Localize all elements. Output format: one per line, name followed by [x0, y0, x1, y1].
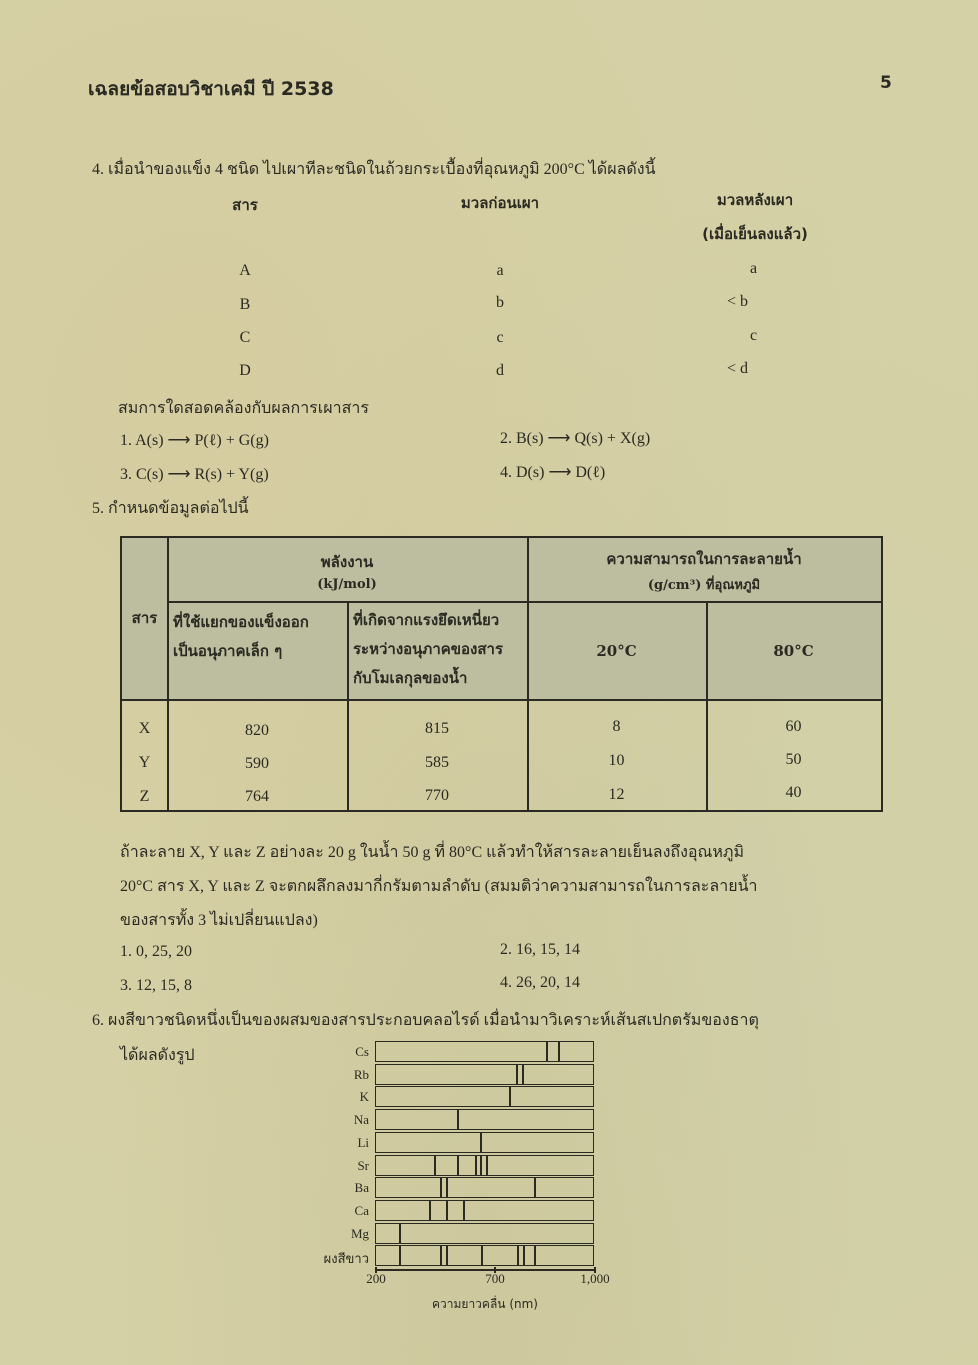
- q4-row-d-substance: D: [239, 362, 251, 379]
- cell-sol-80: 50: [785, 751, 802, 768]
- cell-substance: Y: [138, 754, 151, 771]
- q5-stem: 5. กำหนดข้อมูลต่อไปนี้: [92, 500, 249, 517]
- cell-sol-20: 8: [612, 718, 621, 735]
- cell-sol-80: 40: [785, 784, 802, 801]
- th-temp-80: 80°C: [773, 641, 814, 660]
- spectral-line: [516, 1065, 518, 1084]
- spectrum-row: [375, 1086, 594, 1107]
- q5-choice-4[interactable]: 4. 26, 20, 14: [500, 974, 580, 991]
- table-divider: [122, 699, 881, 701]
- spectral-line: [534, 1246, 536, 1265]
- page-header-title: เฉลยข้อสอบวิชาเคมี ปี 2538: [88, 78, 334, 100]
- spectrum-chart: [323, 1041, 610, 1311]
- cell-attract: 585: [425, 754, 449, 771]
- row-label: Rb: [353, 1066, 369, 1082]
- row-label: Ca: [354, 1202, 369, 1218]
- table-divider: [706, 602, 708, 810]
- spectral-line: [457, 1156, 459, 1175]
- cell-separate: 590: [245, 755, 269, 772]
- th-energy-attract-line1: ที่เกิดจากแรงยึดเหนี่ยว: [353, 611, 500, 629]
- q4-col-substance: สาร: [232, 196, 258, 214]
- q6-stem-line-2: ได้ผลดังรูป: [120, 1047, 195, 1064]
- q4-col-after: มวลหลังเผา: [716, 191, 794, 209]
- spectrum-row: [375, 1155, 594, 1176]
- row-label: Na: [353, 1112, 369, 1128]
- x-tick-label: 700: [485, 1271, 505, 1286]
- cell-separate: 820: [245, 722, 269, 739]
- q4-question: สมการใดสอดคล้องกับผลการเผาสาร: [118, 400, 369, 417]
- th-energy: [167, 538, 527, 602]
- th-energy-separate-line1: ที่ใช้แยกของแข็งออก: [173, 613, 309, 631]
- spectral-line: [440, 1178, 442, 1197]
- spectral-line: [481, 1246, 483, 1265]
- cell-separate: 764: [245, 788, 269, 805]
- cell-sol-20: 12: [608, 786, 625, 803]
- q4-row-a-after: a: [750, 260, 758, 277]
- row-label: Ba: [354, 1180, 369, 1196]
- row-label: Sr: [357, 1157, 369, 1173]
- spectrum-row: [375, 1177, 594, 1198]
- q5-choice-1[interactable]: 1. 0, 25, 20: [120, 943, 192, 960]
- cell-sol-80: 60: [785, 718, 802, 735]
- spectral-line: [475, 1156, 477, 1175]
- x-axis-label: ความยาวคลื่น (nm): [432, 1297, 538, 1311]
- spectral-line: [446, 1246, 448, 1265]
- spectral-line: [480, 1133, 482, 1152]
- table-divider: [167, 601, 881, 603]
- row-label: K: [359, 1089, 369, 1105]
- page-number: 5: [880, 73, 892, 93]
- spectral-line: [446, 1178, 448, 1197]
- th-solubility-label: ความสามารถในการละลายน้ำ: [606, 550, 802, 568]
- spectral-line: [534, 1178, 536, 1197]
- spectral-line: [399, 1224, 401, 1243]
- q4-row-d-after: < d: [727, 360, 749, 377]
- spectrum-row: [375, 1064, 594, 1085]
- q4-choice-2[interactable]: 2. B(s) ⟶ Q(s) + X(g): [500, 430, 651, 447]
- th-energy-attract-line3: กับโมเลกุลของน้ำ: [353, 669, 468, 687]
- spectrum-row: [375, 1245, 594, 1266]
- table-divider: [347, 602, 349, 810]
- spectral-line: [522, 1065, 524, 1084]
- q4-row-d-before: d: [496, 362, 504, 379]
- spectral-line: [463, 1201, 465, 1220]
- spectral-line: [440, 1246, 442, 1265]
- x-tick-label: 200: [366, 1271, 386, 1286]
- spectral-line: [429, 1201, 431, 1220]
- row-label: Li: [357, 1134, 369, 1150]
- th-solubility: [527, 538, 881, 602]
- spectrum-row: [375, 1109, 594, 1130]
- th-substance: สาร: [131, 609, 158, 627]
- cell-substance: Z: [139, 788, 150, 805]
- spectral-line: [546, 1042, 548, 1061]
- spectrum-row: [375, 1223, 594, 1244]
- row-label: Mg: [350, 1225, 369, 1241]
- q5-data-table: [120, 536, 883, 812]
- spectral-line: [434, 1156, 436, 1175]
- cell-attract: 770: [425, 787, 449, 804]
- cell-sol-20: 10: [608, 752, 625, 769]
- th-energy-unit: (kJ/mol): [317, 577, 377, 592]
- q4-choice-3[interactable]: 3. C(s) ⟶ R(s) + Y(g): [120, 466, 269, 483]
- spectrum-row: [375, 1041, 594, 1062]
- spectrum-row: [375, 1132, 594, 1153]
- th-temp-20: 20°C: [596, 641, 637, 660]
- q4-row-c-substance: C: [239, 329, 251, 346]
- q4-row-c-after: c: [750, 327, 758, 344]
- q5-text-line-2: 20°C สาร X, Y และ Z จะตกผลึกลงมากี่กรัมตามลำดับ (สมมติว่าความสามารถในการละลายน้ำ: [120, 878, 758, 895]
- cell-substance: X: [138, 720, 151, 737]
- q4-row-c-before: c: [496, 329, 504, 346]
- row-label: Cs: [355, 1044, 369, 1059]
- th-energy-attract-line2: ระหว่างอนุภาคของสาร: [353, 640, 503, 658]
- row-label: ผงสีขาว: [323, 1251, 369, 1267]
- spectral-line: [480, 1156, 482, 1175]
- spectral-line: [517, 1246, 519, 1265]
- q4-stem: 4. เมื่อนำของแข็ง 4 ชนิด ไปเผาทีละชนิดในถ้วยกระเบื้องที่อุณหภูมิ 200°C ได้ผลดังนี้: [92, 161, 656, 178]
- q5-text-line-1: ถ้าละลาย X, Y และ Z อย่างละ 20 g ในน้ำ 50 g ที่ 80°C แล้วทำให้สารละลายเย็นลงถึงอุณหภูมิ: [120, 844, 744, 861]
- q4-row-b-after: < b: [727, 293, 749, 310]
- th-energy-separate-line2: เป็นอนุภาคเล็ก ๆ: [173, 642, 283, 660]
- q4-row-a-before: a: [496, 262, 504, 279]
- th-solubility-unit: (g/cm³) ที่อุณหภูมิ: [647, 578, 761, 593]
- q5-choice-2[interactable]: 2. 16, 15, 14: [500, 941, 580, 958]
- q5-text-line-3: ของสารทั้ง 3 ไม่เปลี่ยนแปลง): [120, 912, 318, 929]
- x-tick-label: 1,000: [580, 1271, 610, 1286]
- spectral-line: [558, 1042, 560, 1061]
- spectral-line: [446, 1201, 448, 1220]
- spectral-line: [457, 1110, 459, 1129]
- th-energy-label: พลังงาน: [320, 553, 374, 571]
- spectrum-row: [375, 1200, 594, 1221]
- spectral-line: [509, 1087, 511, 1106]
- q4-row-a-substance: A: [239, 262, 251, 279]
- q6-stem-line-1: 6. ผงสีขาวชนิดหนึ่งเป็นของผสมของสารประกอบคลอไรด์ เมื่อนำมาวิเคราะห์เส้นสเปกตรัมของธาตุ: [92, 1012, 759, 1029]
- spectral-line: [399, 1246, 401, 1265]
- spectral-line: [523, 1246, 525, 1265]
- th-energy-attract: [347, 602, 527, 699]
- th-energy-separate: [167, 602, 347, 699]
- q4-choice-1[interactable]: 1. A(s) ⟶ P(ℓ) + G(g): [120, 432, 269, 449]
- cell-attract: 815: [425, 720, 449, 737]
- q4-row-b-before: b: [496, 294, 504, 311]
- q4-choice-4[interactable]: 4. D(s) ⟶ D(ℓ): [500, 464, 606, 481]
- q4-row-b-substance: B: [239, 296, 251, 313]
- spectral-line: [486, 1156, 488, 1175]
- q4-col-after-note: (เมื่อเย็นลงแล้ว): [702, 225, 808, 243]
- q4-col-before: มวลก่อนเผา: [460, 194, 540, 212]
- q5-choice-3[interactable]: 3. 12, 15, 8: [120, 977, 192, 994]
